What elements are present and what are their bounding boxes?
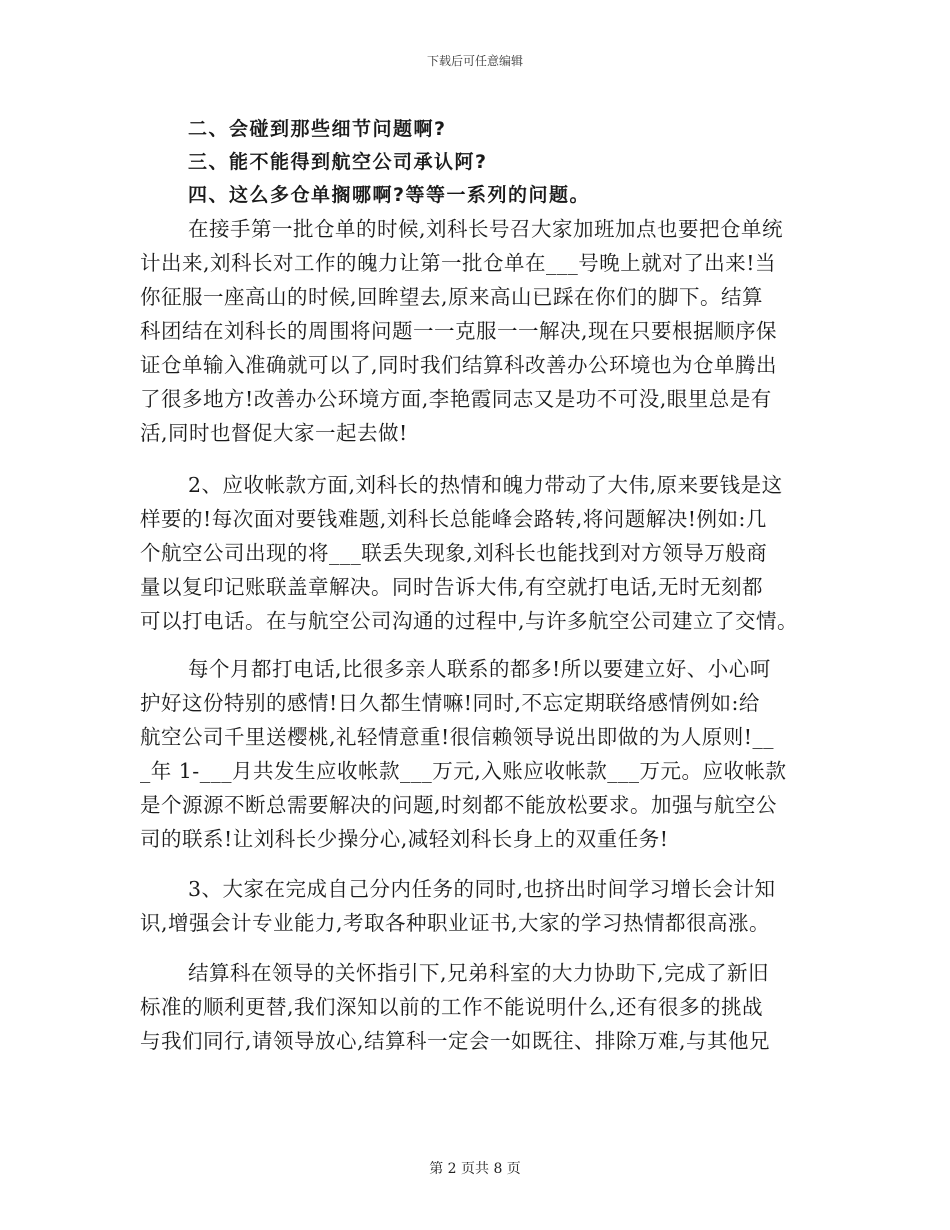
text-line: 量以复印记账联盖章解决。同时告诉大伟,有空就打电话,无时无刻都 (140, 575, 764, 599)
text-line: 了很多地方!改善办公环境方面,李艳霞同志又是功不可没,眼里总是有 (140, 387, 772, 411)
text-line: 航空公司千里送樱桃,礼轻情意重!很信赖领导说出即做的为人原则!__ (140, 725, 774, 749)
text-line: 你征服一座高山的时候,回眸望去,原来高山已踩在你们的脚下。结算 (140, 285, 764, 309)
text-line: 结算科在领导的关怀指引下,兄弟科室的大力协助下,完成了新旧 (188, 961, 770, 985)
text-line: _年 1-___月共发生应收帐款___万元,入账应收帐款___万元。应收帐款 (140, 759, 787, 783)
text-line: 识,增强会计专业能力,考取各种职业证书,大家的学习热情都很高涨。 (140, 911, 771, 935)
text-line: 在接手第一批仓单的时候,刘科长号召大家加班加点也要把仓单统 (188, 217, 784, 241)
page-header: 下载后可任意编辑 (426, 54, 523, 68)
text-line: 可以打电话。在与航空公司沟通的过程中,与许多航空公司建立了交情。 (140, 609, 799, 633)
page-footer: 第 2 页共 8 页 (429, 1161, 521, 1177)
text-line: 标准的顺利更替,我们深知以前的工作不能说明什么,还有很多的挑战 (140, 995, 764, 1019)
text-line: 个航空公司出现的将___联丢失现象,刘科长也能找到对方领导万般商 (140, 541, 768, 565)
text-line: 证仓单输入准确就可以了,同时我们结算科改善办公环境也为仓单腾出 (140, 353, 778, 377)
text-line: 护好这份特别的感情!日久都生情嘛!同时,不忘定期联络感情例如:给 (140, 691, 760, 715)
heading-3: 三、能不能得到航空公司承认阿? (188, 151, 488, 173)
text-line: 与我们同行,请领导放心,结算科一定会一如既往、排除万难,与其他兄 (140, 1029, 771, 1053)
text-line: 活,同时也督促大家一起去做! (140, 421, 408, 445)
text-line: 每个月都打电话,比很多亲人联系的都多!所以要建立好、小心呵 (188, 657, 771, 681)
heading-2: 二、会碰到那些细节问题啊? (188, 118, 447, 140)
text-line: 2、应收帐款方面,刘科长的热情和魄力带动了大伟,原来要钱是这 (188, 473, 783, 497)
heading-4: 四、这么多仓单搁哪啊?等等一系列的问题。 (188, 184, 591, 206)
text-line: 司的联系!让刘科长少操分心,减轻刘科长身上的双重任务! (140, 827, 669, 851)
text-line: 科团结在刘科长的周围将问题一一克服一一解决,现在只要根据顺序保 (140, 319, 778, 343)
text-line: 是个源源不断总需要解决的问题,时刻都不能放松要求。加强与航空公 (140, 793, 778, 817)
text-line: 计出来,刘科长对工作的魄力让第一批仓单在___号晚上就对了出来!当 (140, 251, 777, 275)
text-line: 样要的!每次面对要钱难题,刘科长总能峰会路转,将问题解决!例如:几 (140, 507, 767, 531)
text-line: 3、大家在完成自己分内任务的同时,也挤出时间学习增长会计知 (188, 877, 776, 901)
